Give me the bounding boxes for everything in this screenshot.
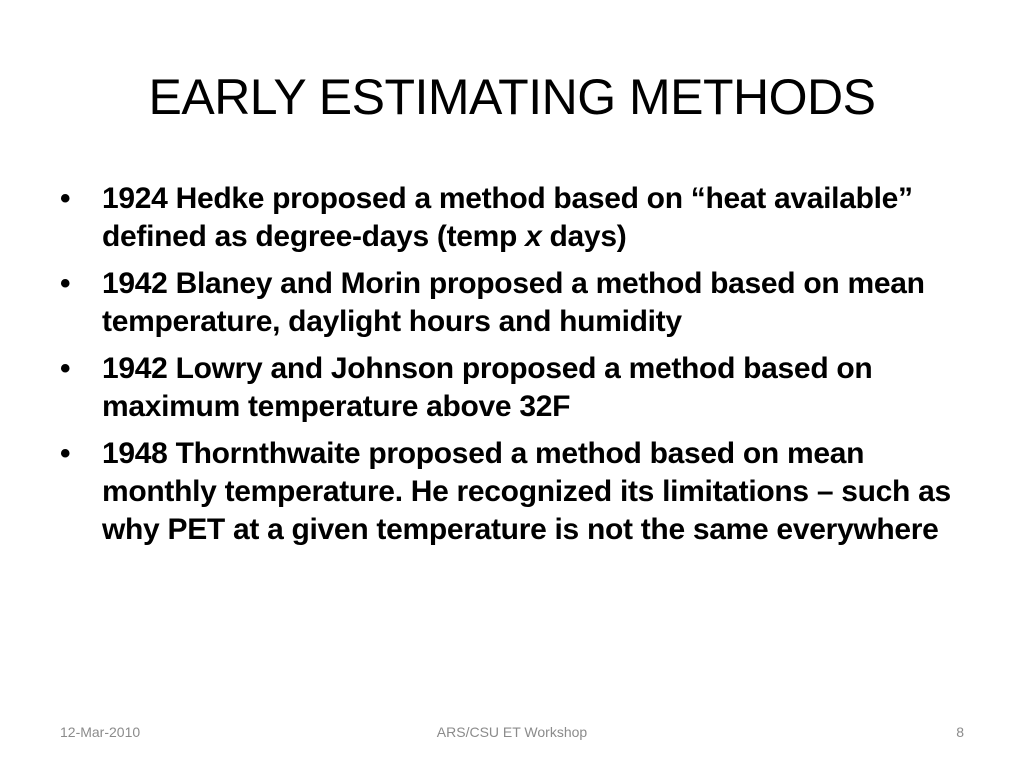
slide-title: EARLY ESTIMATING METHODS xyxy=(148,69,876,125)
bullet-text-suffix: days) xyxy=(541,220,627,253)
bullet-dot-icon: • xyxy=(60,182,71,215)
bullet-text: 1948 Thornthwaite proposed a method based on mean monthly temperature. He recognized its limitations – such as why PET at a given temperature is not the same everywhere xyxy=(102,437,951,546)
bullet-list xyxy=(60,180,965,558)
page-number: 8 xyxy=(956,724,964,740)
footer-date: 12-Mar-2010 xyxy=(60,724,141,740)
bullet-item xyxy=(60,350,965,426)
bullet-dot-icon: • xyxy=(60,352,71,385)
bullet-dot-icon: • xyxy=(60,267,71,300)
bullet-item xyxy=(60,180,965,256)
bullet-text: 1924 Hedke proposed a method based on “heat available” defined as degree-days (temp xyxy=(102,182,913,253)
bullet-text: 1942 Blaney and Morin proposed a method based on mean temperature, daylight hours and humidity xyxy=(102,267,925,338)
bullet-dot-icon: • xyxy=(60,437,71,470)
bullet-item xyxy=(60,435,965,549)
bullet-item xyxy=(60,265,965,341)
footer-title: ARS/CSU ET Workshop xyxy=(436,724,588,740)
bullet-emphasis: x xyxy=(525,220,542,253)
bullet-text: 1942 Lowry and Johnson proposed a method based on maximum temperature above 32F xyxy=(102,352,873,423)
